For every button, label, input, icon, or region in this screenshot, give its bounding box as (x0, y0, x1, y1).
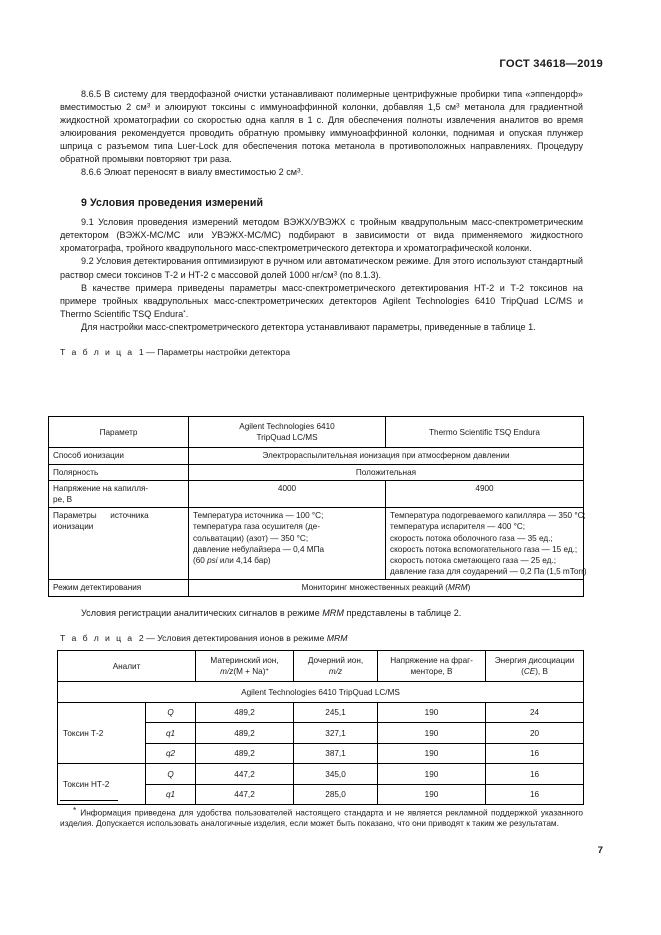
table2-daughter: 387,1 (294, 743, 378, 764)
table2-fragmentor: 190 (378, 702, 486, 723)
table-row (49, 448, 584, 464)
table2-parent: 489,2 (196, 743, 294, 764)
table2-caption-number: 2 (138, 633, 144, 644)
table2-header-parent-line1: Материнский ион, (210, 656, 279, 665)
ion-source-agilent-line4: давление небулайзера — 0,4 МПа (193, 544, 325, 554)
table2-header-daughter-ion (294, 651, 378, 682)
table2-header-parent-ion (196, 651, 294, 682)
footnote-divider (60, 800, 118, 801)
table1-header-agilent (189, 417, 386, 448)
table1-container (48, 416, 587, 597)
table2-transition: q1 (146, 784, 196, 805)
table1-row3-param: Напряжение на капилля- ре, В (49, 480, 189, 507)
table2-group-row (58, 682, 584, 703)
paragraph-9-3: В качестве примера приведены параметры масс-спектрометрического детектирования НТ-2 и Т-2 токсинов на примере тройных квадрупольных масс-спектрометрических детекторов Agilent Technologies 6410 TripQuad LC/MS и Thermo Scientific TSQ Endura*. (60, 282, 583, 319)
table2-header-parent-line2: m/z(M + Na)+ (220, 667, 269, 677)
table1-caption-label: Т а б л и ц а (60, 346, 135, 357)
ion-source-agilent-line5: (60 psi или 4,14 бар) (193, 556, 271, 566)
table2-head (58, 651, 584, 682)
paragraph-after-table1: Условия регистрации аналитических сигналов в режиме MRM представлены в таблице 2. (81, 608, 462, 618)
paragraph-9-1: 9.1 Условия проведения измерений методом ВЭЖХ/УВЭЖХ с тройным квадрупольным масс-спектрометрическим детектором (ВЭЖХ-МС/МС или УВЭЖХ-МС/МС) подбирают в зависимости от вида применяемого жидкостного хроматографа, тройного квадрупольного масс-спектрометрического детектора и хроматографической колонки. (60, 217, 583, 254)
table2-dissociation: 20 (486, 723, 584, 744)
table2-header-fragmentor-line1: Напряжение на фраг- (390, 656, 473, 665)
table1-row4-agilent (189, 508, 386, 580)
table2-dissociation: 16 (486, 784, 584, 805)
table1-header-agilent-line2: TripQuad LC/MS (256, 433, 318, 443)
footnote-block (60, 800, 583, 830)
page-number: 7 (597, 845, 603, 856)
table2-transition: q1 (146, 723, 196, 744)
table2-fragmentor: 190 (378, 784, 486, 805)
table2-header-fragmentor (378, 651, 486, 682)
table2-body (58, 682, 584, 805)
table2-transition: q2 (146, 743, 196, 764)
table2-fragmentor: 190 (378, 743, 486, 764)
table2-fragmentor: 190 (378, 723, 486, 744)
table2-daughter: 285,0 (294, 784, 378, 805)
table1-head (49, 417, 584, 448)
standard-number-header: ГОСТ 34618—2019 (499, 58, 603, 70)
ion-source-thermo-line6: давление газа для соударений — 0,2 Па (1,5 mTorr) (390, 567, 587, 577)
table1-header-row (49, 417, 584, 448)
table1-row2-param: Полярность (49, 464, 189, 480)
ion-source-thermo-line5: скорость потока сметающего газа — 25 ед.; (390, 556, 557, 566)
table2-parent: 489,2 (196, 723, 294, 744)
table2-daughter: 327,1 (294, 723, 378, 744)
table2-transition: Q (146, 702, 196, 723)
table1-row1-value: Электрораспылительная ионизация при атмосферном давлении (189, 448, 584, 464)
table2-caption (60, 632, 583, 644)
mrm-ion-detection-table (57, 650, 584, 805)
table1-row4-thermo (386, 508, 587, 580)
table1-caption-number: 1 (138, 346, 144, 357)
section-9-heading: 9 Условия проведения измерений (81, 197, 264, 210)
paragraph-9-4: Для настройки масс-спектрометрического детектора устанавливают параметры, приведенные в таблице 1. (81, 321, 536, 332)
table-row (49, 508, 584, 580)
table1-body (49, 448, 587, 596)
table2-dissociation: 16 (486, 743, 584, 764)
ion-source-agilent-line2: температура газа осушителя (де- (193, 522, 320, 532)
table2-header-row (58, 651, 584, 682)
main-text-column (60, 88, 583, 358)
table-row (49, 580, 584, 596)
table2-analyte-t2: Токсин Т-2 (58, 702, 146, 764)
table2-header-daughter-line1: Дочерний ион, (307, 656, 364, 665)
table2-header-dissociation-line2: (CE), В (521, 667, 548, 677)
table1-row5-param: Режим детектирования (49, 580, 189, 596)
ion-source-thermo-line3: скорость потока оболочного газа — 35 ед.; (390, 533, 553, 543)
table-row (58, 702, 584, 723)
table1-row2-value: Положительная (189, 464, 584, 480)
table1-row1-param: Способ ионизации (49, 448, 189, 464)
paragraph-9-2: 9.2 Условия детектирования оптимизируют в ручном или автоматическом режиме. Для этого используют стандартный раствор смеси токсинов Т-2 и НТ-2 с массовой долей 1000 $нг/см^3$ (по 8.1.3). (60, 256, 583, 280)
table2-daughter: 345,0 (294, 764, 378, 785)
table2-transition: Q (146, 764, 196, 785)
paragraph-8-6-6: 8.6.6 Элюат переносят в виалу вместимостью 2 $см^3$. (81, 167, 304, 178)
table2-container (57, 650, 583, 805)
table2-analyte-ht2: Токсин НТ-2 (58, 764, 146, 805)
ion-source-thermo-line4: скорость потока вспомогательного газа — 15 ед.; (390, 544, 578, 554)
table-row (49, 480, 584, 507)
ion-source-thermo-line2: температура испарителя — 400 °С; (390, 522, 526, 532)
table1-row3-thermo: 4900 (386, 480, 584, 507)
table2-header-daughter-line2: m/z (328, 667, 343, 677)
table2-header-dissociation (486, 651, 584, 682)
table1-header-thermo: Thermo Scientific TSQ Endura (386, 417, 584, 448)
table2-dissociation: 24 (486, 702, 584, 723)
footnote-marker: * (73, 804, 77, 815)
table1-caption (60, 346, 583, 358)
footnote-text (60, 805, 583, 831)
ion-source-thermo-line1: Температура подогреваемого капилляра — 350 °С; (390, 511, 586, 521)
table2-dissociation: 16 (486, 764, 584, 785)
table1-row4-param: Параметры источника ионизации (49, 508, 189, 580)
ion-source-agilent-line3: сольватации) (азот) — 350 °С; (193, 533, 309, 543)
table2-parent: 447,2 (196, 784, 294, 805)
table2-header-fragmentor-line2: менторе, В (410, 667, 453, 677)
table1-header-agilent-line1: Agilent Technologies 6410 (239, 422, 335, 431)
table2-caption-label: Т а б л и ц а (60, 633, 135, 644)
table2-header-analyte: Аналит (58, 651, 196, 682)
detector-settings-table (48, 416, 587, 597)
footnote-body: Информация приведена для удобства пользователей настоящего стандарта и не является рекламной поддержкой указанного изделия. Допускается использовать аналогичные изделия, если может быть показано, что они приводят к таким же результатам. (60, 806, 583, 829)
table2-header-dissociation-line1: Энергия дисоциации (494, 656, 575, 665)
table2-caption-title: — Условия детектирования ионов в режиме MRM (146, 633, 348, 644)
table-row (58, 764, 584, 785)
table1-row3-agilent: 4000 (189, 480, 386, 507)
table2-group-label: Agilent Technologies 6410 TripQuad LC/MS (58, 682, 584, 703)
table1-caption-title: — Параметры настройки детектора (146, 346, 291, 357)
table2-parent: 489,2 (196, 702, 294, 723)
table-row (49, 464, 584, 480)
table2-daughter: 245,1 (294, 702, 378, 723)
table2-parent: 447,2 (196, 764, 294, 785)
table1-row5-value: Мониторинг множественных реакций (MRM) (189, 580, 584, 596)
between-tables-text (60, 607, 583, 644)
table1-header-parameter: Параметр (49, 417, 189, 448)
paragraph-8-6-5: 8.6.5 В систему для твердофазной очистки устанавливают полимерные центрифужные пробирки типа «эппендорф» вместимостью 2 $см^3$ и элюируют токсины с иммуноаффинной колонки, добавляя 1,5 $см^3$ метанола для градиентной жидкостной хроматографии со скоростью одна капля в 1 с. Для обеспечения полноты извлечения аналитов во время элюирования рекомендуется проводить обратную промывку иммуноаффинной колонки, поднимая и опуская плунжер шприца с разъемом типа Luer-Lock для обеспечения потока метанола в противоположных направлениях. Процедуру обратной промывки повторяют три раза. (60, 89, 583, 165)
ion-source-agilent-line1: Температура источника — 100 °С; (193, 511, 324, 521)
table2-fragmentor: 190 (378, 764, 486, 785)
